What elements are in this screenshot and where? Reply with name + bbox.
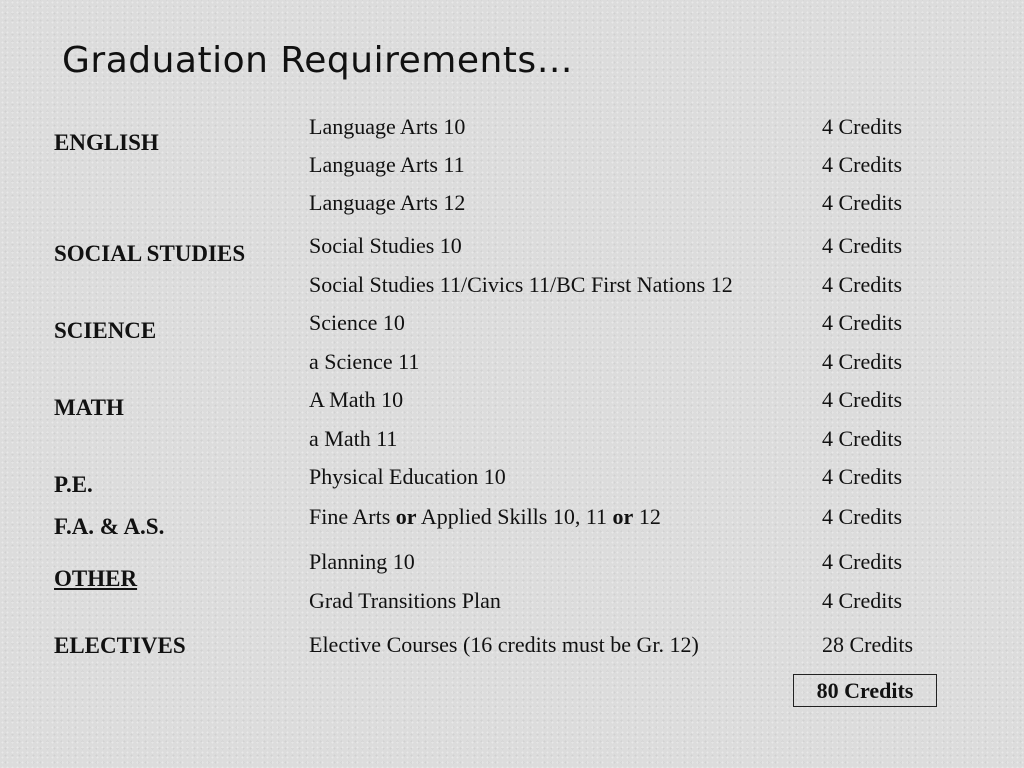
- category-other: OTHER: [54, 566, 138, 591]
- course-name-or: or: [395, 504, 417, 529]
- course-name: a Math 11: [309, 426, 398, 451]
- course-name-part: Fine Arts: [309, 504, 396, 529]
- course-credits: 4 Credits: [822, 310, 903, 335]
- course-name: a Science 11: [309, 349, 420, 374]
- category-fa-as: F.A. & A.S.: [54, 514, 165, 539]
- course-credits: 4 Credits: [822, 387, 903, 412]
- course-credits: 4 Credits: [822, 233, 903, 258]
- total-credits: 80 Credits: [816, 677, 914, 703]
- course-name: Planning 10: [309, 549, 415, 574]
- course-credits: 4 Credits: [822, 588, 903, 613]
- course-name: Language Arts 12: [309, 190, 466, 215]
- course-name-part: 12: [633, 504, 661, 529]
- category-pe: P.E.: [54, 472, 93, 497]
- course-name: Social Studies 10: [309, 233, 462, 258]
- course-credits: 4 Credits: [822, 349, 903, 374]
- category-science: SCIENCE: [54, 318, 157, 343]
- course-credits: 4 Credits: [822, 504, 903, 529]
- course-name: Social Studies 11/Civics 11/BC First Nations 12: [309, 272, 733, 297]
- course-name: Physical Education 10: [309, 464, 506, 489]
- course-credits: 28 Credits: [822, 632, 914, 657]
- course-name-or: or: [612, 504, 634, 529]
- course-name: Elective Courses (16 credits must be Gr. 12): [309, 632, 699, 657]
- course-credits: 4 Credits: [822, 190, 903, 215]
- category-english: ENGLISH: [54, 130, 159, 155]
- course-name: Language Arts 10: [309, 114, 466, 139]
- course-name: Language Arts 11: [309, 152, 465, 177]
- course-credits: 4 Credits: [822, 152, 903, 177]
- category-social-studies: SOCIAL STUDIES: [54, 241, 246, 266]
- course-name-part: Applied Skills 10, 11: [416, 504, 613, 529]
- course-name: A Math 10: [309, 387, 404, 412]
- course-name-fine-arts: [309, 506, 661, 528]
- course-credits: 4 Credits: [822, 272, 903, 297]
- course-name: Science 10: [309, 310, 405, 335]
- page-title: Graduation Requirements…: [62, 40, 574, 81]
- course-name: Grad Transitions Plan: [309, 588, 501, 613]
- total-credits-box: [793, 674, 937, 707]
- category-electives: ELECTIVES: [54, 633, 186, 658]
- course-credits: 4 Credits: [822, 114, 903, 139]
- course-credits: 4 Credits: [822, 426, 903, 451]
- category-math: MATH: [54, 395, 124, 420]
- course-credits: 4 Credits: [822, 464, 903, 489]
- course-credits: 4 Credits: [822, 549, 903, 574]
